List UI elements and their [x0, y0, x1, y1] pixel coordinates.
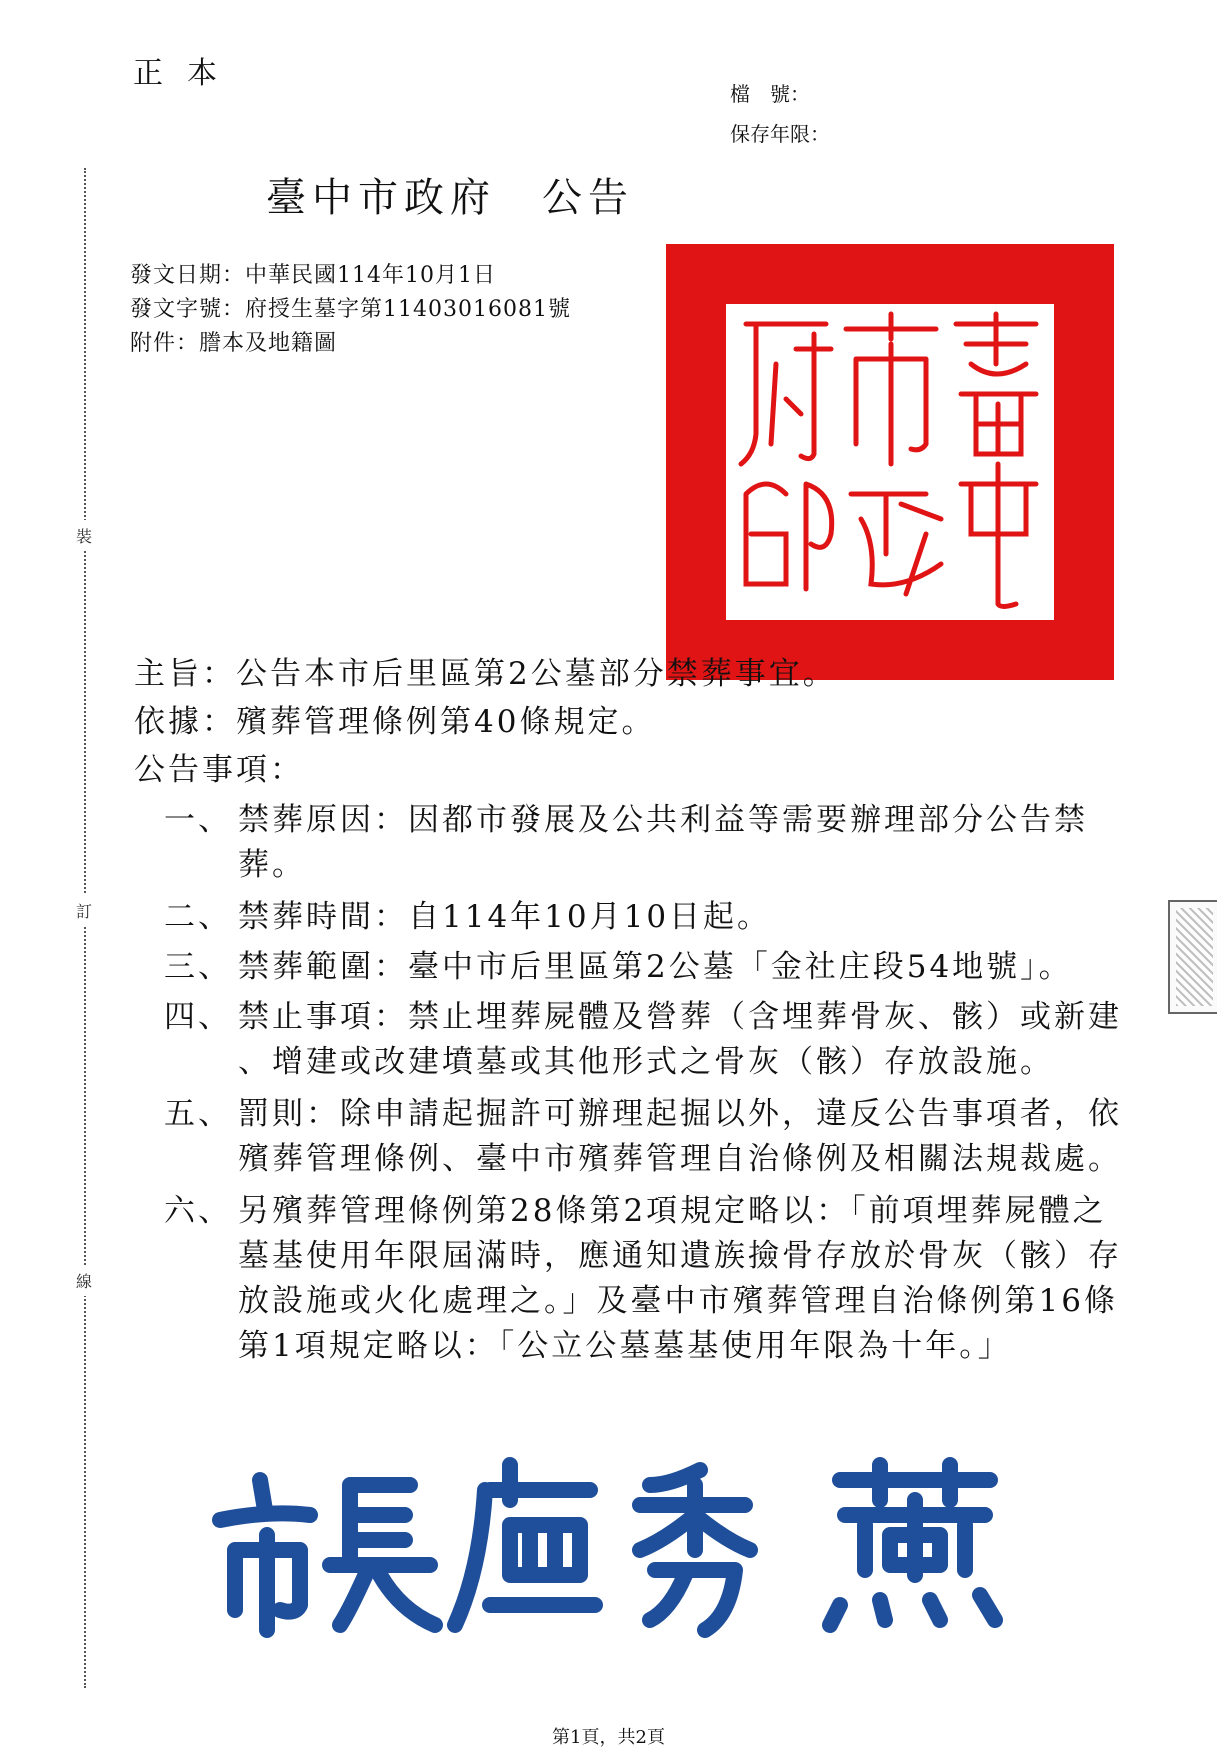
retention-period-label: 保存年限： — [730, 122, 830, 146]
seal-script-glyphs — [726, 304, 1054, 620]
item-continuation: 墓基使用年限屆滿時，應通知遺族撿骨存放於骨灰（骸）存 — [238, 1238, 1122, 1274]
item-text: 另殯葬管理條例第28條第2項規定略以：「前項埋葬屍體之 — [238, 1193, 1107, 1229]
issuing-agency: 臺中市政府 — [266, 175, 496, 221]
item-continuation: 、增建或改建墳墓或其他形式之骨灰（骸）存放設施。 — [238, 1044, 1054, 1080]
item-continuation: 殯葬管理條例、臺中市殯葬管理自治條例及相關法規裁處。 — [238, 1141, 1122, 1177]
item-text: 罰則：除申請起掘許可辦理起掘以外，違反公告事項者，依 — [238, 1096, 1122, 1132]
official-seal — [666, 244, 1114, 680]
copy-mark: 正本 — [133, 56, 241, 91]
item-text: 禁葬原因：因都市發展及公共利益等需要辦理部分公告禁 — [238, 802, 1088, 838]
item-number: 三、 — [164, 949, 232, 985]
document-title — [0, 166, 900, 223]
item-number: 一、 — [164, 802, 232, 838]
page-number: 第1頁，共2頁 — [552, 1727, 665, 1748]
items-heading: 公告事項： — [134, 752, 304, 788]
issue-date: 發文日期：中華民國114年10月1日 — [130, 263, 496, 288]
binding-mark-ding: 訂 — [72, 895, 96, 926]
item-number: 四、 — [164, 999, 232, 1035]
document-type: 公告 — [542, 175, 634, 221]
subject: 主旨：公告本市后里區第2公墓部分禁葬事宜。 — [134, 656, 837, 692]
item-continuation: 放設施或火化處理之。」及臺中市殯葬管理自治條例第16條 — [238, 1283, 1118, 1319]
seal-inner-field — [726, 304, 1054, 620]
binding-mark-zhuang: 裝 — [72, 520, 96, 551]
item-number: 二、 — [164, 899, 232, 935]
binding-mark-xian: 線 — [72, 1265, 96, 1296]
item-text: 禁葬範圍：臺中市后里區第2公墓「金社庄段54地號」。 — [238, 949, 1073, 985]
file-number-label: 檔 號： — [730, 82, 810, 106]
item-number: 六、 — [164, 1193, 232, 1229]
item-continuation: 葬。 — [238, 847, 306, 883]
attachment: 附件：謄本及地籍圖 — [130, 331, 338, 356]
item-text: 禁葬時間：自114年10月10日起。 — [238, 899, 772, 935]
item-continuation: 第1項規定略以：「公立公墓墓基使用年限為十年。」 — [238, 1328, 1012, 1364]
binding-line — [84, 168, 86, 1688]
document-number: 發文字號：府授生墓字第11403016081號 — [130, 297, 571, 322]
adjacent-page-stamp-fragment — [1168, 900, 1217, 1014]
item-text: 禁止事項：禁止埋葬屍體及營葬（含埋葬骨灰、骸）或新建 — [238, 999, 1122, 1035]
legal-basis: 依據：殯葬管理條例第40條規定。 — [134, 704, 656, 740]
mayor-signature — [200, 1440, 1100, 1640]
item-number: 五、 — [164, 1096, 232, 1132]
